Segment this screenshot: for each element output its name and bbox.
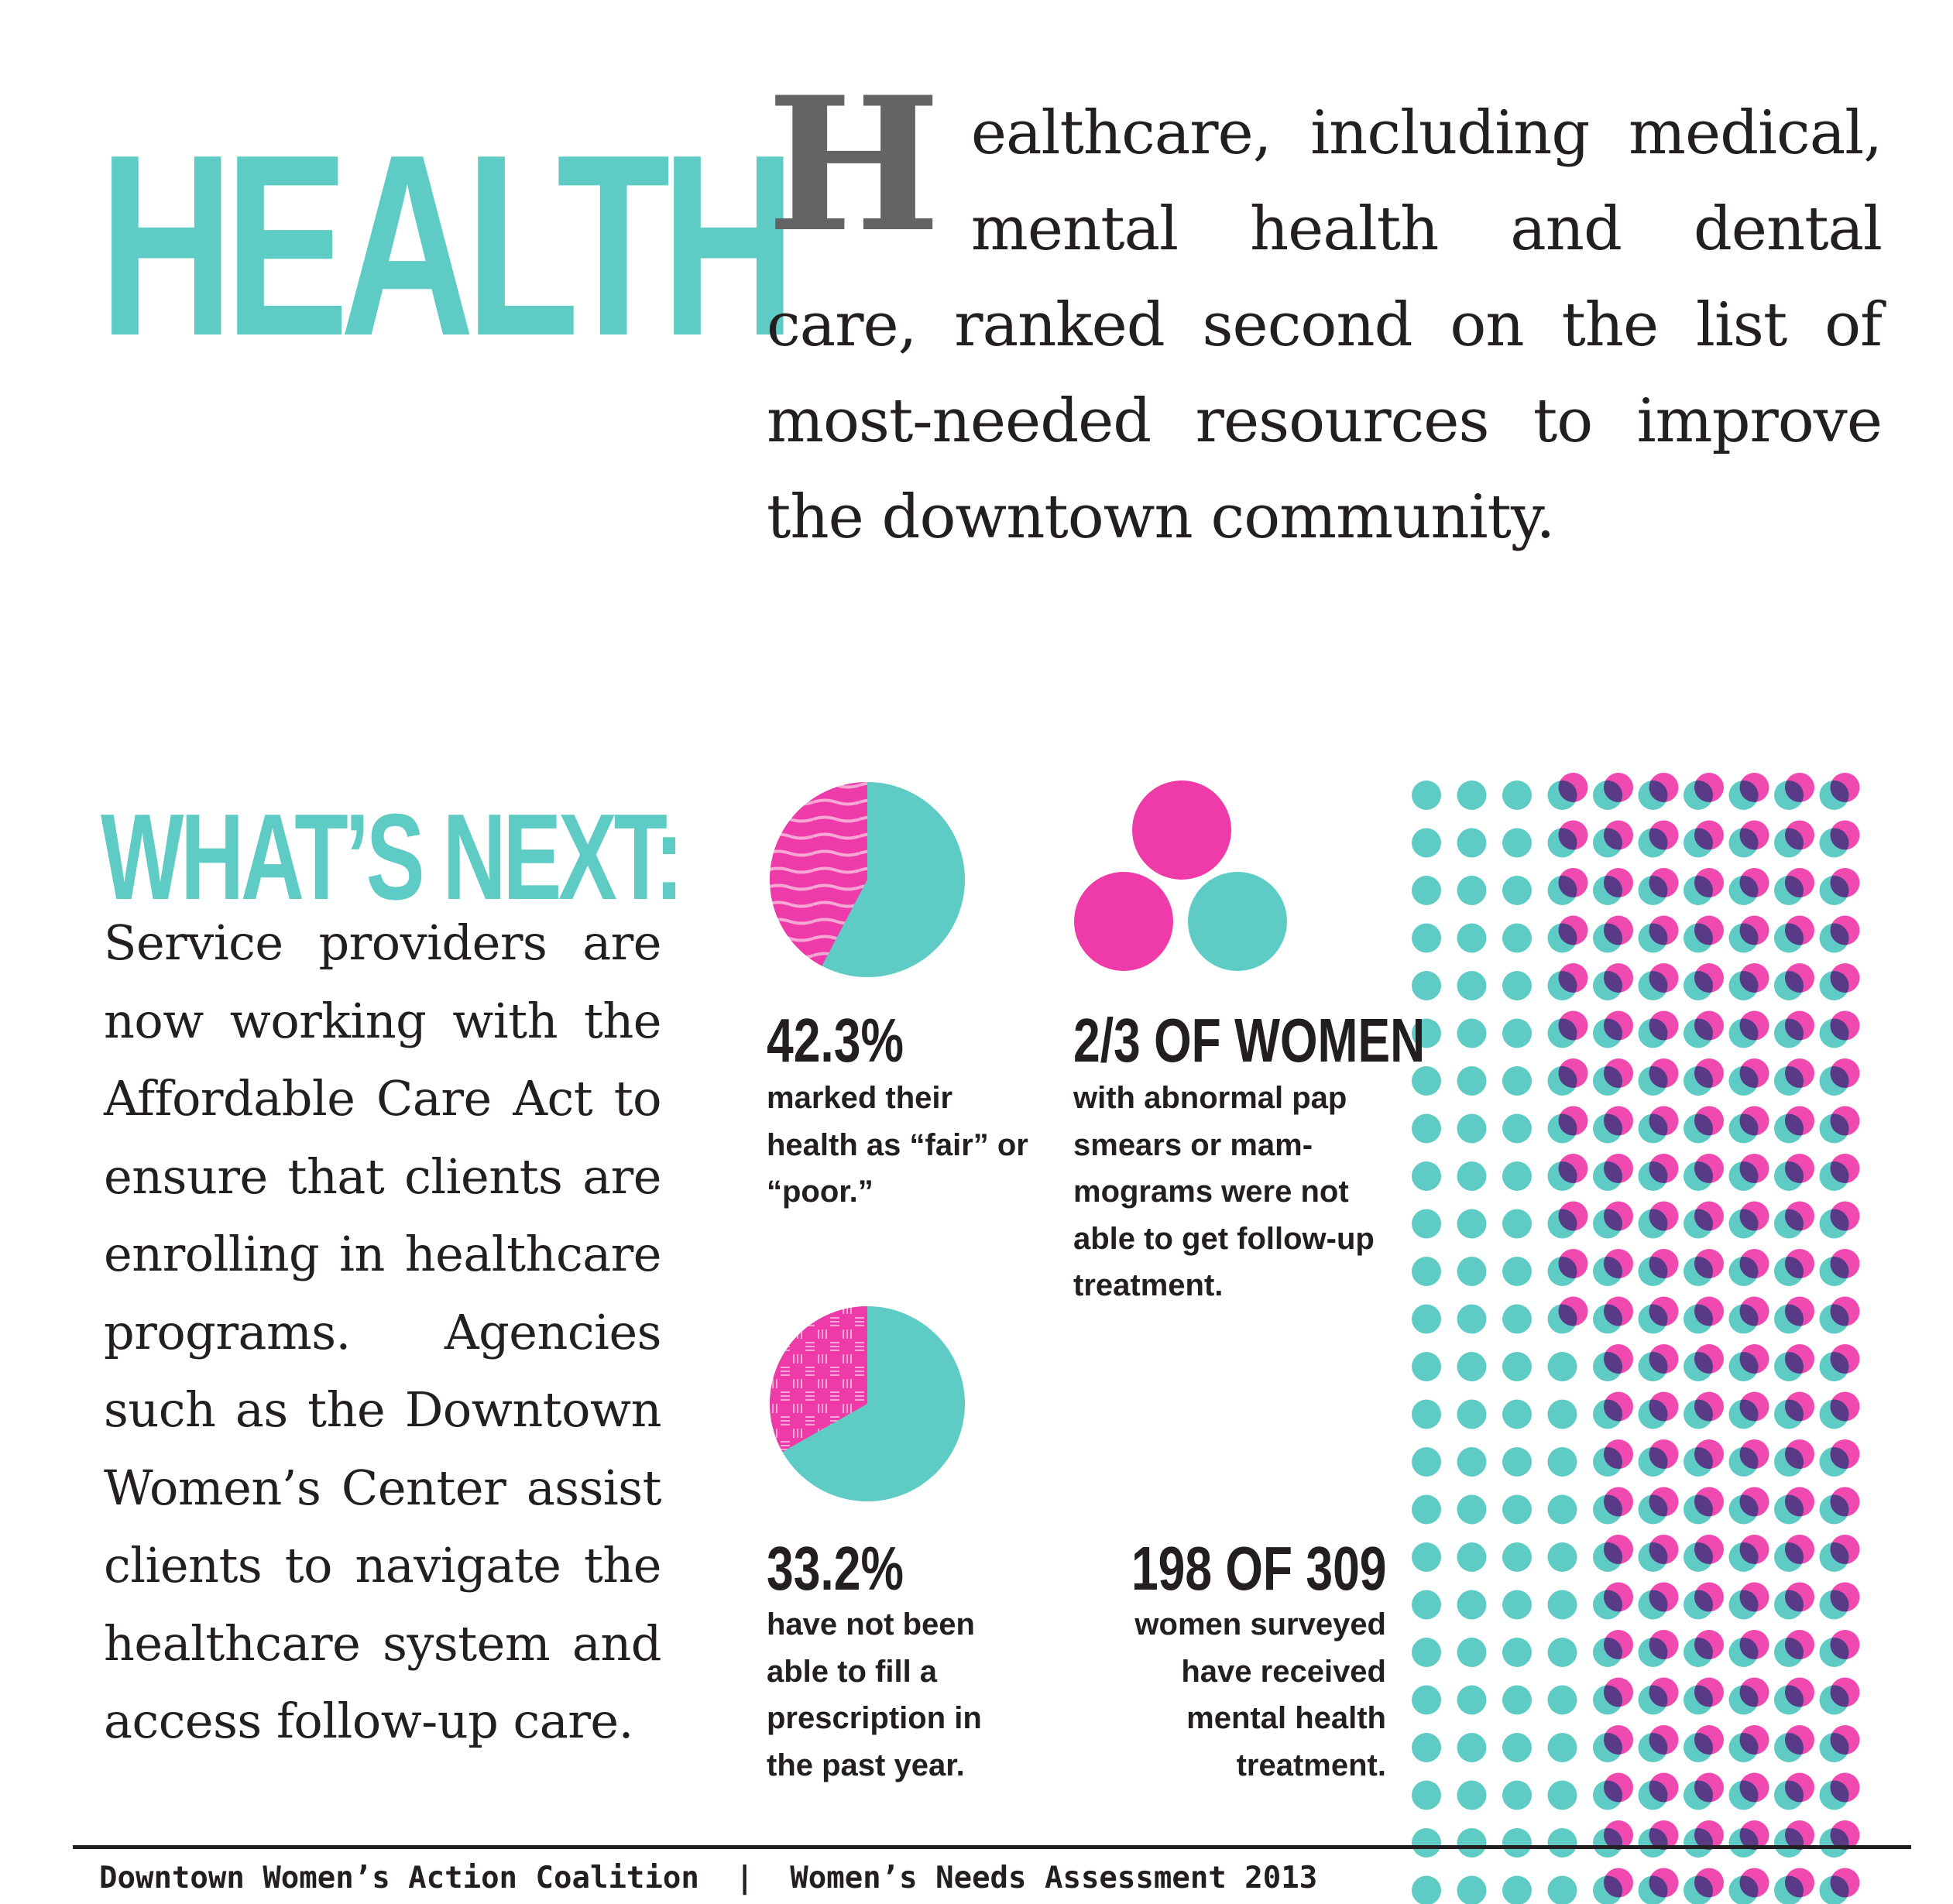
dot bbox=[1412, 971, 1441, 1000]
stat-followup-desc: with abnormal pap smears or mam-mograms were not able to get follow-up treatment. bbox=[1073, 1081, 1375, 1302]
dot-highlighted bbox=[1740, 1583, 1769, 1612]
dot-highlighted bbox=[1831, 1154, 1860, 1183]
pie-chart-prescription bbox=[767, 1303, 968, 1504]
dot-highlighted bbox=[1831, 821, 1860, 850]
dot-highlighted bbox=[1831, 1630, 1860, 1659]
dot-highlighted bbox=[1831, 1249, 1860, 1278]
dot-highlighted bbox=[1559, 1058, 1588, 1088]
dot bbox=[1457, 1305, 1487, 1334]
dot-highlighted bbox=[1740, 868, 1769, 897]
dot-highlighted bbox=[1649, 1011, 1679, 1041]
dot bbox=[1548, 1352, 1577, 1381]
dot-highlighted bbox=[1604, 1249, 1633, 1278]
dot-highlighted bbox=[1740, 1058, 1769, 1088]
dot-highlighted bbox=[1649, 916, 1679, 945]
dot-highlighted bbox=[1694, 1868, 1724, 1898]
pictogram-circle-highlighted bbox=[1132, 780, 1231, 880]
dot bbox=[1548, 1590, 1577, 1620]
dot bbox=[1548, 1781, 1577, 1810]
dot-highlighted bbox=[1831, 963, 1860, 993]
dot-highlighted bbox=[1740, 1439, 1769, 1469]
dot-highlighted bbox=[1694, 1439, 1724, 1469]
dot-highlighted bbox=[1604, 963, 1633, 993]
dot bbox=[1457, 1019, 1487, 1048]
pictogram-circle bbox=[1188, 872, 1287, 971]
footer-report: Women’s Needs Assessment 2013 bbox=[790, 1861, 1318, 1895]
dot bbox=[1502, 1733, 1532, 1762]
dot-highlighted bbox=[1604, 1154, 1633, 1183]
stat-prescription-value: 33.2% bbox=[767, 1534, 904, 1603]
dot-highlighted bbox=[1740, 963, 1769, 993]
dot bbox=[1502, 1352, 1532, 1381]
dot-highlighted bbox=[1831, 1202, 1860, 1231]
dot-highlighted bbox=[1694, 1487, 1724, 1517]
dot bbox=[1502, 1400, 1532, 1429]
dot-highlighted bbox=[1649, 1630, 1679, 1659]
dot-highlighted bbox=[1649, 1773, 1679, 1803]
dot bbox=[1502, 1066, 1532, 1096]
dot-highlighted bbox=[1831, 1297, 1860, 1326]
stat-mental-desc: women surveyed have received mental health treatment. bbox=[1134, 1607, 1386, 1782]
dot bbox=[1457, 1733, 1487, 1762]
dot-highlighted bbox=[1649, 1439, 1679, 1469]
dot bbox=[1457, 1447, 1487, 1477]
dot-highlighted bbox=[1559, 963, 1588, 993]
dot bbox=[1502, 876, 1532, 905]
dot-highlighted bbox=[1649, 1202, 1679, 1231]
dot-highlighted bbox=[1649, 1868, 1679, 1898]
dot-highlighted bbox=[1831, 1725, 1860, 1755]
dot-highlighted bbox=[1740, 1106, 1769, 1136]
intro-text: ealthcare, including medical, mental health and dental care, ranked second on the list of most-needed resources to improve the downtown community. bbox=[767, 98, 1882, 552]
dot bbox=[1502, 924, 1532, 953]
dot bbox=[1412, 1828, 1441, 1858]
drop-cap: H bbox=[767, 57, 940, 273]
dot-highlighted bbox=[1831, 1535, 1860, 1564]
dot-highlighted bbox=[1740, 1535, 1769, 1564]
dot bbox=[1502, 1542, 1532, 1572]
dot-highlighted bbox=[1785, 773, 1814, 802]
dot-highlighted bbox=[1694, 1678, 1724, 1707]
dot-highlighted bbox=[1649, 1106, 1679, 1136]
dot bbox=[1457, 1161, 1487, 1191]
dot-highlighted bbox=[1831, 1678, 1860, 1707]
dot-highlighted bbox=[1694, 916, 1724, 945]
dot-highlighted bbox=[1649, 1392, 1679, 1422]
dot bbox=[1412, 1876, 1441, 1904]
dot bbox=[1412, 1495, 1441, 1525]
dot-highlighted bbox=[1604, 916, 1633, 945]
stat-health-desc: marked their health as “fair” or “poor.” bbox=[767, 1081, 1028, 1209]
footer-org: Downtown Women’s Action Coalition bbox=[99, 1861, 699, 1895]
dot bbox=[1548, 1638, 1577, 1667]
dot-highlighted bbox=[1785, 1583, 1814, 1612]
dot-highlighted bbox=[1694, 1725, 1724, 1755]
dot bbox=[1412, 1400, 1441, 1429]
dot-highlighted bbox=[1831, 1011, 1860, 1041]
dot bbox=[1548, 1542, 1577, 1572]
stat-health-value: 42.3% bbox=[767, 1006, 904, 1075]
dot bbox=[1457, 1638, 1487, 1667]
dot-highlighted bbox=[1694, 821, 1724, 850]
dot bbox=[1548, 1733, 1577, 1762]
dot-highlighted bbox=[1649, 963, 1679, 993]
dot-highlighted bbox=[1740, 821, 1769, 850]
dot bbox=[1548, 1400, 1577, 1429]
dot bbox=[1412, 876, 1441, 905]
dot bbox=[1412, 1161, 1441, 1191]
dot bbox=[1548, 1686, 1577, 1715]
dot bbox=[1457, 1781, 1487, 1810]
dot bbox=[1457, 1114, 1487, 1144]
dot bbox=[1457, 780, 1487, 810]
dot-highlighted bbox=[1785, 1487, 1814, 1517]
dot-highlighted bbox=[1740, 1392, 1769, 1422]
dot-highlighted bbox=[1785, 1344, 1814, 1374]
dot-highlighted bbox=[1559, 1202, 1588, 1231]
dot-highlighted bbox=[1831, 868, 1860, 897]
dot bbox=[1457, 828, 1487, 858]
dot-highlighted bbox=[1785, 1725, 1814, 1755]
dot-highlighted bbox=[1831, 1439, 1860, 1469]
dot-highlighted bbox=[1694, 1583, 1724, 1612]
dot-highlighted bbox=[1694, 1297, 1724, 1326]
dot-highlighted bbox=[1785, 1154, 1814, 1183]
dot bbox=[1502, 971, 1532, 1000]
dot bbox=[1502, 1828, 1532, 1858]
dot-highlighted bbox=[1785, 868, 1814, 897]
dot-highlighted bbox=[1649, 1249, 1679, 1278]
dot bbox=[1457, 1876, 1487, 1904]
dot bbox=[1502, 1114, 1532, 1144]
dot-highlighted bbox=[1831, 1868, 1860, 1898]
dot bbox=[1502, 1209, 1532, 1239]
dot-highlighted bbox=[1604, 821, 1633, 850]
dot bbox=[1412, 1542, 1441, 1572]
dot-highlighted bbox=[1694, 1011, 1724, 1041]
dot bbox=[1412, 1305, 1441, 1334]
dot-highlighted bbox=[1831, 1392, 1860, 1422]
dot-highlighted bbox=[1604, 1011, 1633, 1041]
dot-highlighted bbox=[1694, 1154, 1724, 1183]
dot-highlighted bbox=[1649, 868, 1679, 897]
dot-highlighted bbox=[1740, 1202, 1769, 1231]
dot-highlighted bbox=[1559, 1011, 1588, 1041]
stat-mental-value: 198 OF 309 bbox=[1131, 1534, 1386, 1603]
dot-highlighted bbox=[1604, 868, 1633, 897]
page-title: HEALTH bbox=[99, 101, 788, 389]
dot-highlighted bbox=[1785, 916, 1814, 945]
dot-highlighted bbox=[1559, 773, 1588, 802]
dot-highlighted bbox=[1740, 916, 1769, 945]
dot-highlighted bbox=[1604, 1868, 1633, 1898]
dot bbox=[1412, 1590, 1441, 1620]
dot bbox=[1457, 876, 1487, 905]
dot-highlighted bbox=[1649, 1583, 1679, 1612]
dot-highlighted bbox=[1649, 1678, 1679, 1707]
intro-paragraph bbox=[767, 57, 1882, 565]
dot-highlighted bbox=[1694, 963, 1724, 993]
dot-highlighted bbox=[1785, 963, 1814, 993]
dot-highlighted bbox=[1831, 1583, 1860, 1612]
dot-highlighted bbox=[1831, 1773, 1860, 1803]
dot-highlighted bbox=[1831, 1487, 1860, 1517]
dot bbox=[1502, 1638, 1532, 1667]
dot-highlighted bbox=[1604, 1202, 1633, 1231]
dot-highlighted bbox=[1559, 1297, 1588, 1326]
dot-highlighted bbox=[1785, 1297, 1814, 1326]
dot-highlighted bbox=[1785, 1106, 1814, 1136]
footer bbox=[99, 1863, 1317, 1893]
dot-highlighted bbox=[1649, 1535, 1679, 1564]
dot bbox=[1457, 971, 1487, 1000]
dot-highlighted bbox=[1740, 1344, 1769, 1374]
dot-highlighted bbox=[1831, 773, 1860, 802]
dot-highlighted bbox=[1831, 1106, 1860, 1136]
dot bbox=[1502, 1019, 1532, 1048]
dot-highlighted bbox=[1604, 1678, 1633, 1707]
dot bbox=[1548, 1876, 1577, 1904]
dot-highlighted bbox=[1694, 1773, 1724, 1803]
stat-prescription-desc: have not been able to fill a prescription in the past year. bbox=[767, 1607, 982, 1782]
dot bbox=[1412, 1257, 1441, 1286]
dot-highlighted bbox=[1604, 1583, 1633, 1612]
footer-separator: | bbox=[735, 1861, 754, 1895]
dot-highlighted bbox=[1604, 1106, 1633, 1136]
dot-highlighted bbox=[1785, 1058, 1814, 1088]
dot bbox=[1457, 1590, 1487, 1620]
dot-highlighted bbox=[1649, 821, 1679, 850]
dot-highlighted bbox=[1649, 1344, 1679, 1374]
dot-highlighted bbox=[1785, 1630, 1814, 1659]
dot-highlighted bbox=[1740, 1487, 1769, 1517]
dot-highlighted bbox=[1559, 821, 1588, 850]
dot-highlighted bbox=[1831, 1058, 1860, 1088]
dot bbox=[1548, 1828, 1577, 1858]
dot bbox=[1457, 1209, 1487, 1239]
dot-highlighted bbox=[1604, 1773, 1633, 1803]
dot bbox=[1457, 1542, 1487, 1572]
dot-highlighted bbox=[1740, 1297, 1769, 1326]
dot-highlighted bbox=[1740, 1868, 1769, 1898]
dot-highlighted bbox=[1604, 1630, 1633, 1659]
dot-highlighted bbox=[1559, 1154, 1588, 1183]
dot-highlighted bbox=[1785, 1011, 1814, 1041]
stat-followup-value: 2/3 OF WOMEN bbox=[1073, 1006, 1426, 1075]
dot-highlighted bbox=[1740, 1678, 1769, 1707]
dot bbox=[1502, 1447, 1532, 1477]
dot-highlighted bbox=[1559, 1106, 1588, 1136]
dot bbox=[1412, 1733, 1441, 1762]
dot bbox=[1457, 1828, 1487, 1858]
dot-grid-198-of-309 bbox=[1409, 778, 1890, 1762]
dot-highlighted bbox=[1740, 1725, 1769, 1755]
dot bbox=[1502, 780, 1532, 810]
dot-highlighted bbox=[1604, 773, 1633, 802]
dot-highlighted bbox=[1785, 1535, 1814, 1564]
dot-highlighted bbox=[1649, 1154, 1679, 1183]
dot-highlighted bbox=[1694, 1058, 1724, 1088]
dot-highlighted bbox=[1785, 1773, 1814, 1803]
pie-chart-health bbox=[767, 779, 968, 980]
pictogram-circle-highlighted bbox=[1074, 872, 1173, 971]
dot bbox=[1412, 1686, 1441, 1715]
dot bbox=[1502, 1257, 1532, 1286]
dot-highlighted bbox=[1785, 1202, 1814, 1231]
dot bbox=[1457, 1495, 1487, 1525]
dot-highlighted bbox=[1740, 773, 1769, 802]
footer-rule bbox=[73, 1845, 1911, 1849]
dot-highlighted bbox=[1694, 1392, 1724, 1422]
dot bbox=[1502, 1305, 1532, 1334]
dot-highlighted bbox=[1604, 1487, 1633, 1517]
dot-highlighted bbox=[1649, 1487, 1679, 1517]
dot-highlighted bbox=[1785, 1868, 1814, 1898]
dot-highlighted bbox=[1604, 1439, 1633, 1469]
dot bbox=[1412, 1447, 1441, 1477]
dot bbox=[1412, 828, 1441, 858]
dot-highlighted bbox=[1649, 773, 1679, 802]
dot-highlighted bbox=[1559, 868, 1588, 897]
dot-highlighted bbox=[1559, 916, 1588, 945]
dot-highlighted bbox=[1694, 1249, 1724, 1278]
dot bbox=[1457, 1400, 1487, 1429]
dot-highlighted bbox=[1604, 1392, 1633, 1422]
dot bbox=[1502, 1161, 1532, 1191]
dot-highlighted bbox=[1694, 1202, 1724, 1231]
dot-highlighted bbox=[1785, 1392, 1814, 1422]
dot-highlighted bbox=[1785, 1678, 1814, 1707]
dot bbox=[1502, 828, 1532, 858]
whats-next-heading: WHAT’S NEXT: bbox=[101, 789, 681, 925]
dot bbox=[1502, 1781, 1532, 1810]
dot bbox=[1412, 780, 1441, 810]
dot bbox=[1457, 1257, 1487, 1286]
dot-highlighted bbox=[1649, 1725, 1679, 1755]
dot bbox=[1412, 1781, 1441, 1810]
dot-highlighted bbox=[1649, 1058, 1679, 1088]
dot-highlighted bbox=[1649, 1297, 1679, 1326]
dot bbox=[1502, 1495, 1532, 1525]
dot bbox=[1412, 1638, 1441, 1667]
dot-highlighted bbox=[1604, 1058, 1633, 1088]
dot-highlighted bbox=[1694, 868, 1724, 897]
dot bbox=[1412, 1352, 1441, 1381]
dot bbox=[1412, 1209, 1441, 1239]
whats-next-body: Service providers are now working with the Affordable Care Act to ensure that clients are enrolling in healthcare programs. Agencies such as the Downtown Women’s Center assist clients to navigate the healthcare system and access follow-up care. bbox=[104, 914, 661, 1749]
dot-highlighted bbox=[1785, 1249, 1814, 1278]
dot-highlighted bbox=[1694, 1106, 1724, 1136]
dot-highlighted bbox=[1694, 1630, 1724, 1659]
dot bbox=[1412, 924, 1441, 953]
dot bbox=[1457, 924, 1487, 953]
dot-highlighted bbox=[1740, 1249, 1769, 1278]
dot-highlighted bbox=[1831, 1344, 1860, 1374]
dot-highlighted bbox=[1740, 1154, 1769, 1183]
dot-highlighted bbox=[1604, 1344, 1633, 1374]
dot-highlighted bbox=[1694, 773, 1724, 802]
dot bbox=[1457, 1066, 1487, 1096]
dot-highlighted bbox=[1740, 1011, 1769, 1041]
dot-highlighted bbox=[1604, 1535, 1633, 1564]
dot bbox=[1457, 1686, 1487, 1715]
dot bbox=[1457, 1352, 1487, 1381]
dot bbox=[1548, 1495, 1577, 1525]
dot-highlighted bbox=[1604, 1297, 1633, 1326]
dot-highlighted bbox=[1740, 1773, 1769, 1803]
dot-highlighted bbox=[1694, 1535, 1724, 1564]
dot-highlighted bbox=[1694, 1344, 1724, 1374]
dot bbox=[1548, 1447, 1577, 1477]
dot bbox=[1502, 1686, 1532, 1715]
dot-highlighted bbox=[1785, 821, 1814, 850]
dot-highlighted bbox=[1785, 1439, 1814, 1469]
dot-highlighted bbox=[1740, 1630, 1769, 1659]
dot-highlighted bbox=[1604, 1725, 1633, 1755]
dot-highlighted bbox=[1831, 916, 1860, 945]
dot bbox=[1502, 1590, 1532, 1620]
pictogram-two-thirds bbox=[1073, 780, 1290, 976]
dot bbox=[1412, 1114, 1441, 1144]
dot bbox=[1502, 1876, 1532, 1904]
dot-highlighted bbox=[1559, 1249, 1588, 1278]
